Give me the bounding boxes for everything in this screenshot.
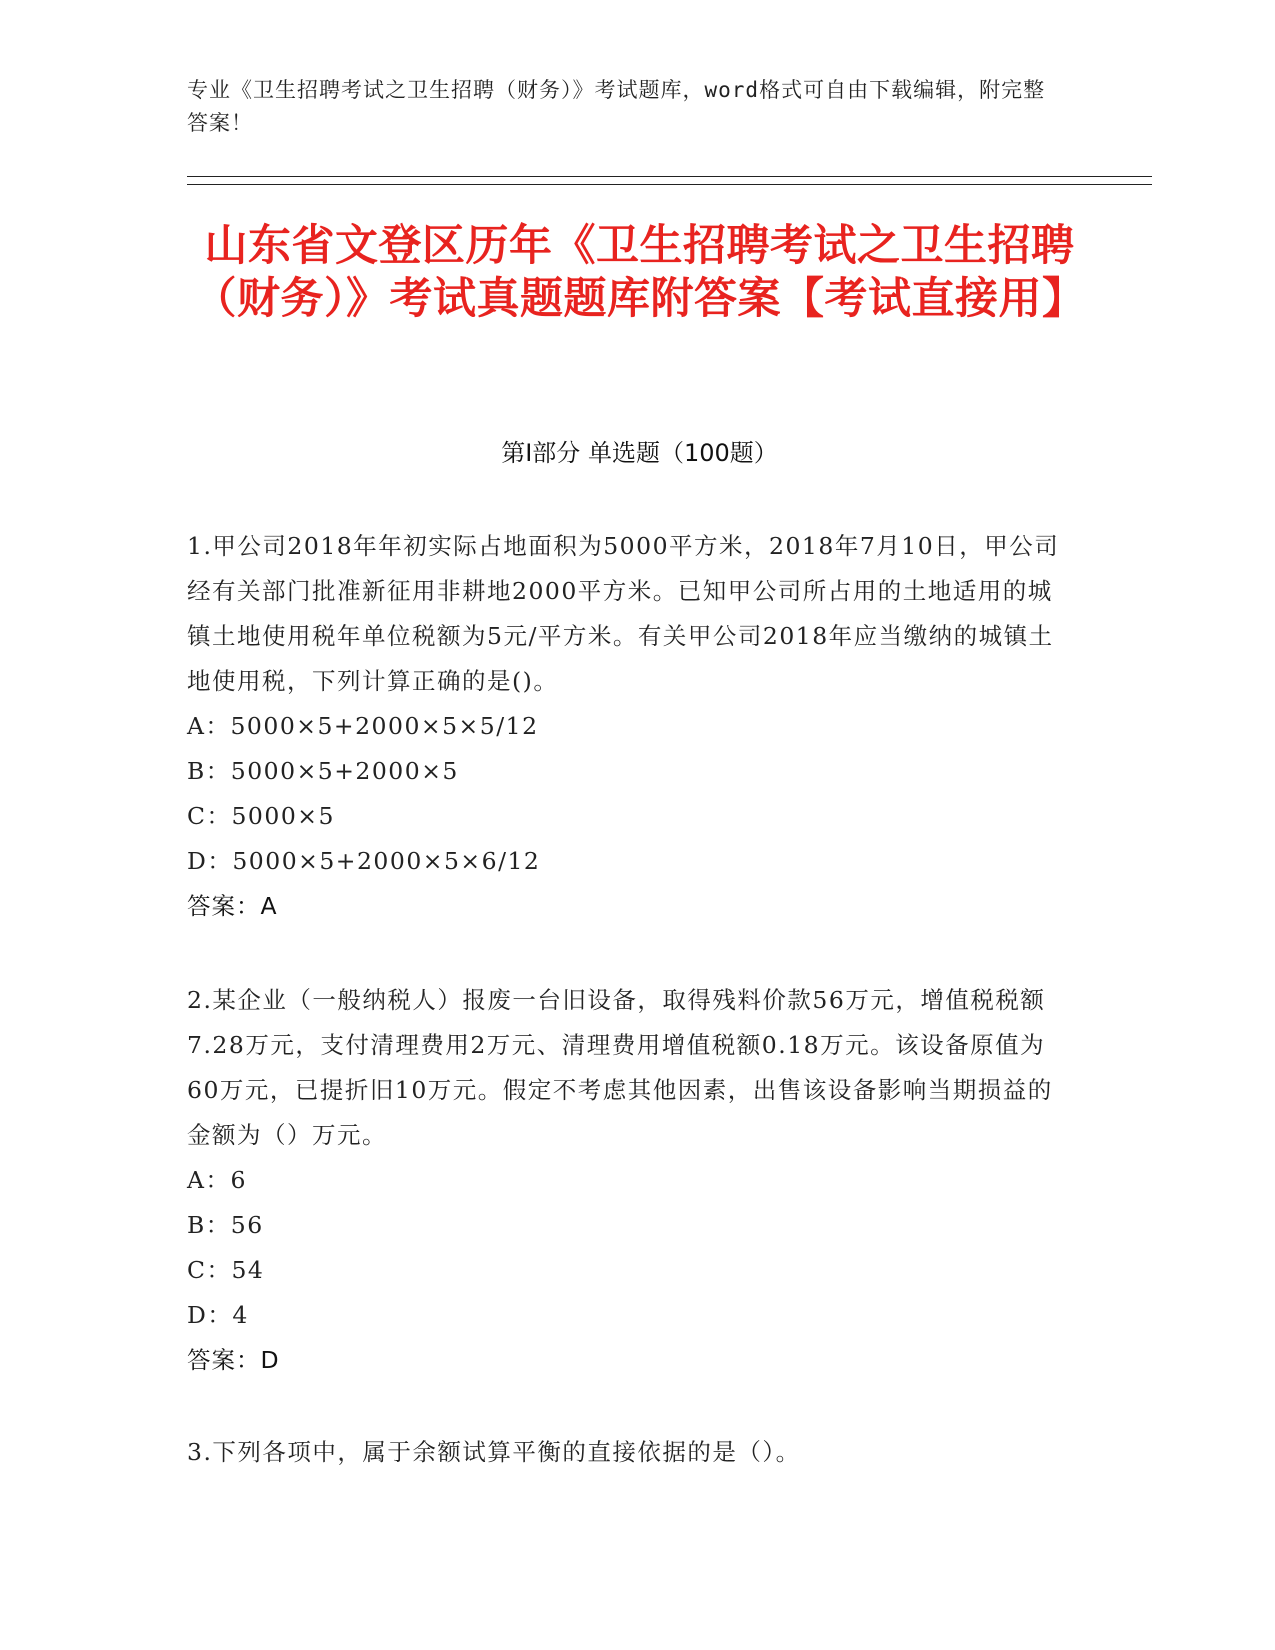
- question-stem: 2.某企业（一般纳税人）报废一台旧设备，取得残料价款56万元，增值税税额7.28万元，支付清理费用2万元、清理费用增值税额0.18万元。该设备原值为60万元，已提折旧10万元。假定不考虑其他因素，出售该设备影响当期损益的金额为（）万元。: [187, 986, 1053, 1149]
- question-stem: 3.下列各项中，属于余额试算平衡的直接依据的是（）。: [187, 1438, 801, 1466]
- header-divider-top: [187, 176, 1152, 177]
- question-3: [187, 1430, 1077, 1475]
- answer: 答案：A: [187, 892, 278, 920]
- option-a: A：6: [187, 1166, 247, 1194]
- option-b: B：56: [187, 1211, 264, 1239]
- option-d: D：4: [187, 1301, 249, 1329]
- header-divider-bottom: [187, 184, 1152, 185]
- option-a: A：5000×5+2000×5×5/12: [187, 712, 539, 740]
- question-2: [187, 978, 1077, 1383]
- answer: 答案：D: [187, 1346, 280, 1374]
- option-b: B：5000×5+2000×5: [187, 757, 459, 785]
- document-title: 山东省文登区历年《卫生招聘考试之卫生招聘（财务）》考试真题题库附答案【考试直接用】: [193, 221, 1086, 324]
- option-c: C：5000×5: [187, 802, 335, 830]
- section-title: 第I部分 单选题（100题）: [501, 439, 778, 467]
- question-1: [187, 524, 1077, 929]
- question-stem: 1.甲公司2018年年初实际占地面积为5000平方米，2018年7月10日，甲公司经有关部门批准新征用非耕地2000平方米。已知甲公司所占用的土地适用的城镇土地使用税年单位税额为5元/平方米。有关甲公司2018年应当缴纳的城镇土地使用税，下列计算正确的是()。: [187, 532, 1060, 695]
- header-note: 专业《卫生招聘考试之卫生招聘（财务）》考试题库，word格式可自由下载编辑，附完整答案！: [187, 78, 1046, 135]
- option-c: C：54: [187, 1256, 265, 1284]
- option-d: D：5000×5+2000×5×6/12: [187, 847, 541, 875]
